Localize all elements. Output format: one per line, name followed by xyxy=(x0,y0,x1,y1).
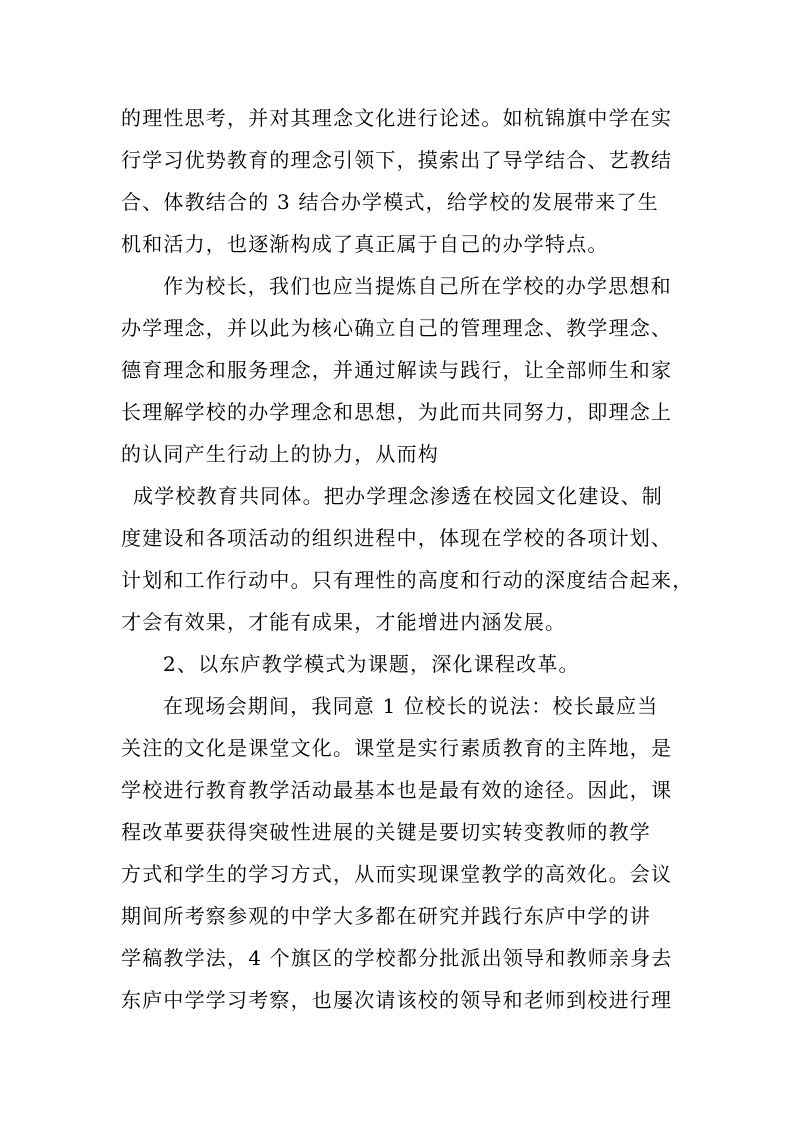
text-line: 期间所考察参观的中学大多都在研究并践行东庐中学的讲 xyxy=(121,904,651,928)
section-heading: 2、以东庐教学模式为课题，深化课程改革。 xyxy=(163,652,580,676)
text-line: 学稿教学法，4 个旗区的学校都分批派出领导和教师亲身去 xyxy=(121,946,673,970)
text-line: 机和活力，也逐渐构成了真正属于自己的办学特点。 xyxy=(121,232,609,256)
text-line: 东庐中学学习考察，也屡次请该校的领导和老师到校进行理 xyxy=(121,988,673,1012)
text-line: 办学理念，并以此为核心确立自己的管理理念、教学理念、 xyxy=(121,316,673,340)
text-line: 程改革要获得突破性进展的关键是要切实转变教师的教学 xyxy=(121,820,651,844)
text-line: 合、体教结合的 3 结合办学模式，给学校的发展带来了生 xyxy=(121,190,659,214)
text-line: 成学校教育共同体。把办学理念渗透在校园文化建设、制 xyxy=(133,484,663,508)
text-line: 计划和工作行动中。只有理性的高度和行动的深度结合起来， xyxy=(121,568,694,592)
text-line: 才会有效果，才能有成果，才能增进内涵发展。 xyxy=(121,610,567,634)
text-line: 作为校长，我们也应当提炼自己所在学校的办学思想和 xyxy=(163,274,672,298)
text-line: 行学习优势教育的理念引领下，摸索出了导学结合、艺教结 xyxy=(121,148,673,172)
text-line: 度建设和各项活动的组织进程中，体现在学校的各项计划、 xyxy=(121,526,673,550)
text-line: 的认同产生行动上的协力，从而构 xyxy=(121,442,439,466)
text-line: 关注的文化是课堂文化。课堂是实行素质教育的主阵地，是 xyxy=(121,736,673,760)
text-line: 方式和学生的学习方式，从而实现课堂教学的高效化。会议 xyxy=(121,862,673,886)
text-line: 长理解学校的办学理念和思想，为此而共同努力，即理念上 xyxy=(121,400,673,424)
text-line: 学校进行教育教学活动最基本也是最有效的途径。因此，课 xyxy=(121,778,673,802)
text-line: 德育理念和服务理念，并通过解读与践行，让全部师生和家 xyxy=(121,358,673,382)
text-line: 的理性思考，并对其理念文化进行论述。如杭锦旗中学在实 xyxy=(121,106,673,130)
text-line: 在现场会期间，我同意 1 位校长的说法：校长最应当 xyxy=(163,694,659,718)
